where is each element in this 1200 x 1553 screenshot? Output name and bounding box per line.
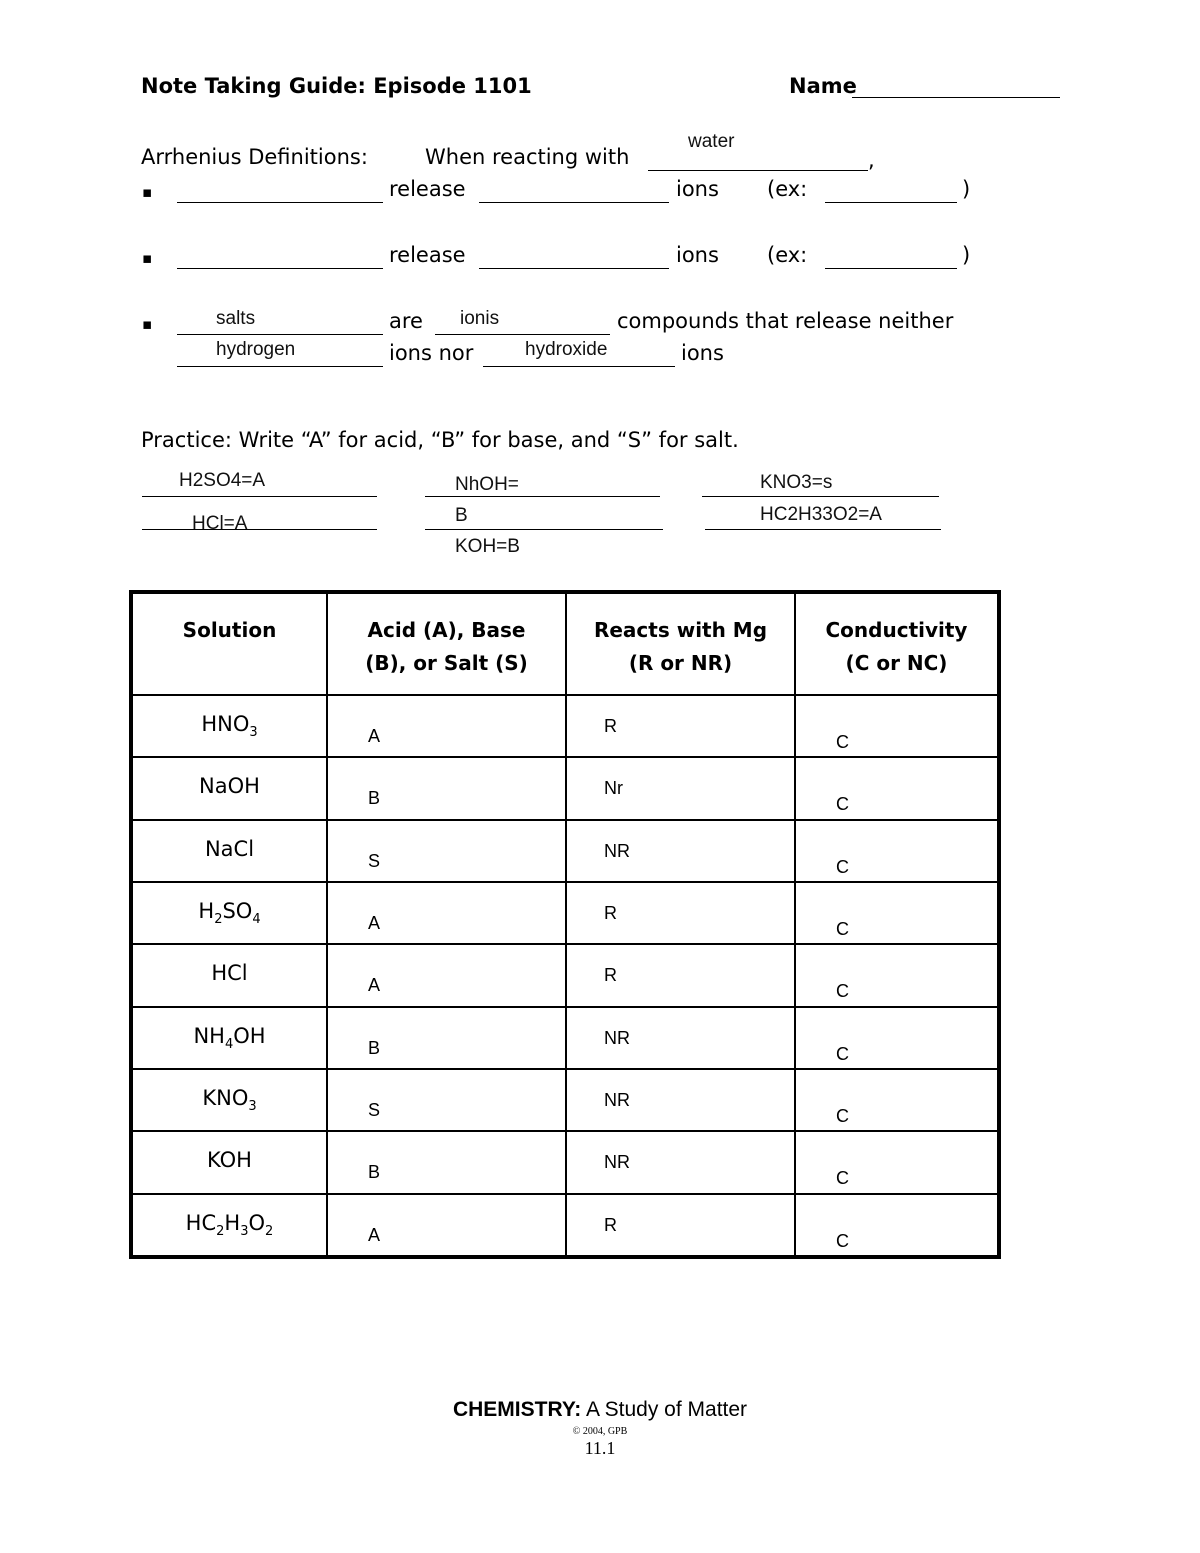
formula-part: O [248, 1210, 266, 1235]
conductivity-answer: C [836, 1105, 849, 1126]
conductivity-answer: C [836, 981, 849, 1002]
type-cell[interactable] [327, 1069, 566, 1131]
hydroxide-blank[interactable] [483, 366, 675, 367]
reacts-mg-answer: NR [604, 1027, 630, 1048]
header-line: (B), or Salt (S) [365, 651, 528, 675]
table-row [131, 1194, 999, 1257]
solution-cell [131, 944, 327, 1006]
type-cell[interactable] [327, 1131, 566, 1193]
header-solution [131, 592, 327, 695]
reacts-mg-answer: NR [604, 1089, 630, 1110]
header-line: Reacts with Mg [593, 618, 768, 642]
reacts-mg-cell[interactable] [566, 1194, 795, 1257]
water-blank[interactable] [648, 170, 868, 171]
ions-nor-label: ions nor [389, 341, 474, 365]
bullet-marker: ▪ [142, 183, 153, 201]
conductivity-cell[interactable] [795, 882, 999, 944]
conductivity-answer: C [836, 732, 849, 752]
bullet-marker: ▪ [142, 315, 153, 333]
formula-part: HC [185, 1210, 217, 1235]
formula-part: SO [222, 898, 253, 923]
reacts-mg-cell[interactable] [566, 820, 795, 882]
reacts-mg-cell[interactable] [566, 1131, 795, 1193]
type-cell[interactable] [327, 944, 566, 1006]
reacts-mg-cell[interactable] [566, 1007, 795, 1069]
header-conductivity [795, 592, 999, 695]
ion-blank[interactable] [479, 202, 669, 203]
hydrogen-blank[interactable] [177, 366, 383, 367]
formula-subscript: 2 [214, 912, 223, 928]
conductivity-cell[interactable] [795, 695, 999, 757]
header-line: (R or NR) [628, 651, 733, 675]
conductivity-cell[interactable] [795, 944, 999, 1006]
reacts-mg-answer: R [604, 965, 617, 986]
header-line: Acid (A), Base [367, 618, 526, 642]
name-blank[interactable] [852, 97, 1060, 98]
acid-blank[interactable] [177, 202, 383, 203]
reacts-mg-cell[interactable] [566, 757, 795, 819]
ion-blank[interactable] [479, 268, 669, 269]
solution-formula [133, 1070, 326, 1114]
conductivity-cell[interactable] [795, 757, 999, 819]
practice-answer: KNO3=s [760, 472, 833, 493]
type-answer: S [368, 1099, 381, 1120]
comma: , [868, 148, 875, 172]
conductivity-answer: C [836, 918, 849, 939]
solution-formula [133, 1008, 326, 1052]
footer-subtitle: A Study of Matter [581, 1398, 748, 1421]
conductivity-answer: C [836, 1168, 849, 1189]
formula-part: HNO [201, 712, 250, 736]
solution-cell [131, 695, 327, 757]
formula-subscript: 2 [216, 1223, 225, 1239]
formula-part: KOH [207, 1148, 252, 1173]
formula-subscript: 3 [248, 1099, 257, 1115]
are-label: are [389, 309, 423, 333]
answer-hydrogen: hydrogen [216, 339, 296, 360]
page-title: Note Taking Guide: Episode 1101 [141, 74, 532, 98]
table-row [131, 820, 999, 882]
conductivity-answer: C [836, 1230, 849, 1251]
ions-label: ions [676, 243, 719, 267]
practice-answer: B [455, 505, 468, 526]
answer-water: water [688, 131, 735, 152]
ions-label: ions [676, 177, 719, 201]
ionic-blank[interactable] [435, 334, 610, 335]
header-line: Conductivity [825, 618, 968, 642]
type-answer: A [368, 726, 381, 746]
solution-formula [133, 821, 326, 861]
solution-cell [131, 1007, 327, 1069]
reacts-mg-answer: R [604, 716, 617, 736]
reacts-mg-cell[interactable] [566, 944, 795, 1006]
example-blank[interactable] [825, 268, 957, 269]
solution-formula [133, 758, 326, 798]
solution-cell [131, 757, 327, 819]
table-row [131, 1131, 999, 1193]
bullet-marker: ▪ [142, 249, 153, 267]
answer-salts: salts [216, 308, 256, 329]
solution-cell [131, 882, 327, 944]
reacting-prompt: When reacting with [425, 145, 630, 169]
conductivity-cell[interactable] [795, 1069, 999, 1131]
practice-answer: NhOH= [455, 474, 519, 495]
release-label: release [389, 243, 466, 267]
table-row [131, 944, 999, 1006]
type-answer: B [368, 1162, 381, 1183]
solutions-table [129, 590, 1001, 1259]
formula-subscript: 4 [224, 1036, 234, 1052]
practice-instruction: Practice: Write “A” for acid, “B” for base, and “S” for salt. [141, 428, 739, 452]
release-label: release [389, 177, 466, 201]
type-cell[interactable] [327, 1007, 566, 1069]
solution-cell [131, 820, 327, 882]
practice-answer: H2SO4=A [179, 470, 266, 491]
practice-blank[interactable] [142, 496, 377, 497]
compounds-text: compounds that release neither [617, 309, 954, 333]
formula-part: HCl [211, 961, 248, 986]
formula-subscript: 4 [252, 912, 261, 928]
table-header-row [131, 592, 999, 695]
formula-part: NaOH [199, 774, 260, 799]
practice-blank[interactable] [425, 496, 660, 497]
reacts-mg-cell[interactable] [566, 695, 795, 757]
example-close: ) [962, 243, 971, 267]
formula-part: H [198, 898, 215, 923]
page-number: 11.1 [584, 1438, 616, 1458]
formula-subscript: 3 [240, 1223, 249, 1239]
type-answer: A [368, 975, 381, 996]
example-open: (ex: [767, 243, 808, 267]
solution-formula [133, 696, 326, 740]
solution-cell [131, 1131, 327, 1193]
table-row [131, 1007, 999, 1069]
reacts-mg-answer: Nr [604, 778, 623, 799]
practice-blank[interactable] [425, 529, 663, 530]
example-blank[interactable] [825, 202, 957, 203]
reacts-mg-answer: R [604, 1214, 617, 1235]
footer-brand: CHEMISTRY: [452, 1398, 582, 1421]
type-cell[interactable] [327, 695, 566, 757]
name-label: Name [789, 74, 857, 98]
reacts-mg-cell[interactable] [566, 882, 795, 944]
header-acid-base-salt [327, 592, 566, 695]
solution-formula [133, 883, 326, 927]
practice-answer: HC2H33O2=A [760, 504, 882, 525]
type-answer: B [368, 788, 381, 809]
conductivity-answer: C [836, 794, 849, 815]
base-blank[interactable] [177, 268, 383, 269]
conductivity-cell[interactable] [795, 1007, 999, 1069]
table-row [131, 1069, 999, 1131]
solution-cell [131, 1194, 327, 1257]
salts-blank[interactable] [177, 334, 383, 335]
table-row [131, 695, 999, 757]
practice-blank[interactable] [702, 496, 939, 497]
formula-subscript: 3 [249, 725, 258, 741]
answer-hydroxide: hydroxide [525, 339, 608, 360]
formula-subscript: 2 [265, 1223, 274, 1239]
formula-part: NH [193, 1023, 225, 1048]
reacts-mg-cell[interactable] [566, 1069, 795, 1131]
type-answer: B [368, 1037, 381, 1058]
type-cell[interactable] [327, 820, 566, 882]
example-close: ) [962, 177, 971, 201]
formula-part: NaCl [204, 836, 255, 861]
reacts-mg-answer: NR [604, 1152, 630, 1173]
formula-part: KNO [202, 1085, 249, 1110]
solution-formula [133, 1195, 326, 1239]
ions-label: ions [681, 341, 724, 365]
conductivity-answer: C [836, 1043, 849, 1064]
type-answer: A [368, 912, 381, 933]
formula-part: H [224, 1210, 241, 1235]
table-row [131, 882, 999, 944]
table-row [131, 757, 999, 819]
conductivity-cell[interactable] [795, 1131, 999, 1193]
type-cell[interactable] [327, 882, 566, 944]
type-cell[interactable] [327, 1194, 566, 1257]
arrhenius-heading: Arrhenius Definitions: [141, 145, 368, 169]
reacts-mg-answer: NR [604, 840, 630, 861]
header-line: Solution [182, 618, 277, 642]
header-reacts-mg [566, 592, 795, 695]
solution-formula [133, 1132, 326, 1172]
type-answer: S [368, 850, 381, 871]
solution-formula [133, 945, 326, 985]
practice-answer: KOH=B [455, 536, 520, 557]
conductivity-answer: C [836, 856, 849, 877]
type-cell[interactable] [327, 757, 566, 819]
formula-part: OH [233, 1023, 266, 1048]
solution-cell [131, 1069, 327, 1131]
practice-blank[interactable] [705, 529, 941, 530]
footer-brand-line [0, 1398, 1200, 1422]
footer-copyright: © 2004, GPB [572, 1426, 628, 1437]
conductivity-cell[interactable] [795, 1194, 999, 1257]
answer-ionic: ionis [460, 308, 500, 329]
header-line: (C or NC) [845, 651, 948, 675]
conductivity-cell[interactable] [795, 820, 999, 882]
type-answer: A [368, 1224, 381, 1245]
practice-answer: HCl=A [192, 513, 248, 534]
example-open: (ex: [767, 177, 808, 201]
practice-blank[interactable] [142, 529, 377, 530]
reacts-mg-answer: R [604, 902, 617, 923]
